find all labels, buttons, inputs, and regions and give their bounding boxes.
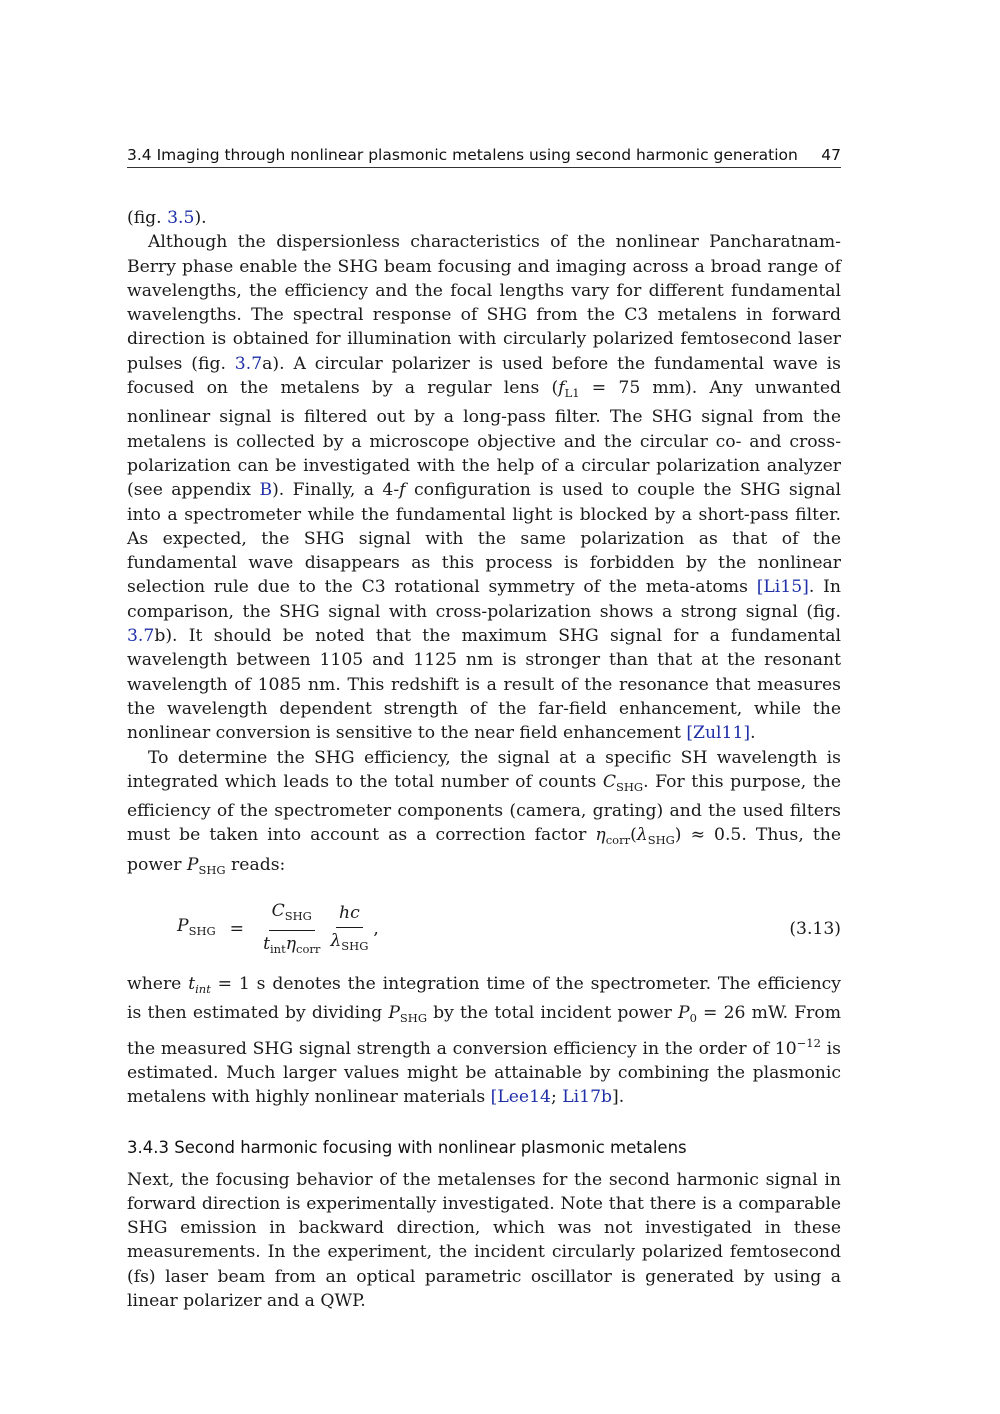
fraction-photon-energy: $\frac{hc}{\lambda_{SHG}}$ [327, 900, 371, 958]
appendix-ref-b[interactable]: B [259, 480, 273, 501]
figure-ref-3-5[interactable]: 3.5 [167, 208, 195, 228]
header-section-title: 3.4 Imaging through nonlinear plasmonic metalens using second harmonic generation [127, 146, 798, 164]
body-text [127, 206, 841, 1313]
paragraph-shg-efficiency: To determine the SHG efficiency, the signal at a specific SH wavelength is integrated which leads to the total number of counts $C_{SHG}$. For this purpose, the efficiency of the spectrometer components (camera, grating) and the used filters must be taken into account as a correction factor $\eta_{corr}(\lambda_{SHG}) \approx 0.5$. Thus, the power $P_{SHG}$ reads: [127, 747, 841, 877]
paragraph-conversion-efficiency: where $t_{int} = 1$ s denotes the integration time of the spectrometer. The efficiency is then estimated by dividing $P_{SHG}$ by the total incident power $P_0 = 26$ mW. From the measured SHG signal strength a conversion efficiency in the order of $10^{-12}$ is estimated. Much larger values might be attainable by combining the plasmonic metalens with highly nonlinear materials [Lee14; Li17b]. [127, 974, 842, 1108]
figure-ref-3-7a[interactable]: 3.7 [234, 353, 263, 374]
citation-lee14[interactable]: [Lee14 [490, 1087, 551, 1108]
equation-3-13 [127, 896, 841, 962]
equation-body: $P_{SHG}$ = $\frac{C_{SHG}}{t_{int}\eta_{corr}}$ $\frac{hc}{\lambda_{SHG}}$ , [177, 898, 379, 961]
equation-number: (3.13) [789, 918, 841, 939]
paragraph-continuation: (fig. 3.5). [127, 208, 207, 228]
citation-li15[interactable]: [Li15] [756, 577, 809, 598]
paragraph-focusing-behavior: Next, the focusing behavior of the metalenses for the second harmonic signal in forward direction is experimentally investigated. Note that there is a comparable SHG emission in backward direction, which was not investigated in these measurements. In the experiment, the incident circularly polarized femtosecond (fs) laser beam from an optical parametric oscillator is generated by using a linear polarizer and a QWP. [127, 1169, 841, 1311]
figure-ref-3-7b[interactable]: 3.7 [127, 626, 155, 647]
fraction-counts: $\frac{C_{SHG}}{t_{int}\eta_{corr}}$ [260, 898, 323, 961]
citation-li17b[interactable]: Li17b [562, 1087, 613, 1108]
paragraph-spectral-response: Although the dispersionless characteristics of the nonlinear Pancharatnam-Berry phase enable the SHG beam focusing and imaging across a broad range of wavelengths, the efficiency and the focal lengths vary for different fundamental wavelengths. The spectral response of SHG from the C3 metalens in forward direction is obtained for illumination with circularly polarized femtosecond laser pulses (fig. 3.7a). A circular polarizer is used before the fundamental wave is focused on the metalens by a regular lens ($f_{L1} = 75$ mm). Any unwanted nonlinear signal is filtered out by a long-pass filter. The SHG signal from the metalens is collected by a microscope objective and the circular co- and cross-polarization can be investigated with the help of a circular polarization analyzer (see appendix B). Finally, a 4-f configuration is used to couple the SHG signal into a spectrometer while the fundamental light is blocked by a short-pass filter. As expected, the SHG signal with the same polarization as that of the fundamental wave disappears as this process is forbidden by the nonlinear selection rule due to the C3 rotational symmetry of the meta-atoms [Li15]. In comparison, the SHG signal with cross-polarization shows a strong signal (fig. 3.7b). It should be noted that the maximum SHG signal for a fundamental wavelength between 1105 and 1125 nm is stronger than that at the resonant wavelength of 1085 nm. This redshift is a result of the resonance that measures the wavelength dependent strength of the far-field enhancement, while the nonlinear conversion is sensitive to the near field enhancement [Zul11]. [127, 232, 842, 744]
page-number: 47 [821, 146, 841, 164]
section-heading-3-4-3: 3.4.3 Second harmonic focusing with nonlinear plasmonic metalens [127, 1137, 687, 1157]
citation-zul11[interactable]: [Zul11] [686, 723, 751, 744]
running-header [127, 146, 841, 168]
